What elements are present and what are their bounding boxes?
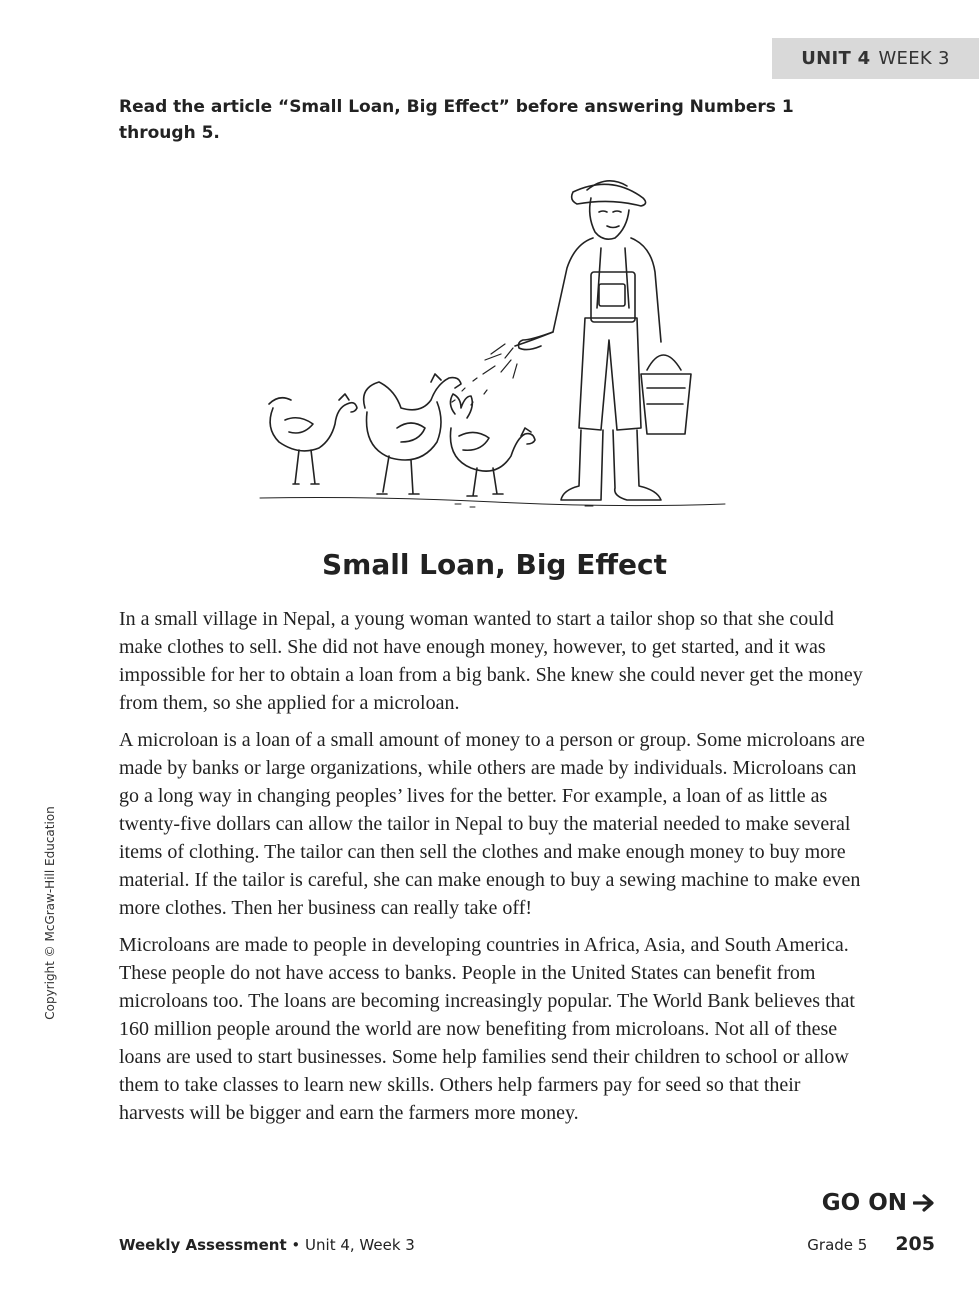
page-number: 205	[895, 1233, 935, 1255]
reading-instructions: Read the article “Small Loan, Big Effect” before answering Numbers 1 through 5.	[119, 97, 794, 143]
arrow-right-icon	[913, 1194, 935, 1212]
unit-week-tab	[772, 38, 979, 79]
article-body	[119, 605, 869, 1136]
footer-separator: •	[291, 1236, 301, 1254]
go-on-indicator	[822, 1190, 935, 1216]
article-paragraph: Microloans are made to people in developing countries in Africa, Asia, and South America. These people do not have access to banks. People in the United States can benefit from microloans too. The loans are becoming increasingly popular. The World Bank believes that 160 million people around the world are now benefiting from microloans. Not all of these loans are used to start businesses. Some help families send their children to school or allow them to take classes to learn new skills. Others help farmers pay for seed so that their harvests will be bigger and earn the farmers more money.	[119, 934, 855, 1124]
footer-assessment-title: Weekly Assessment	[119, 1236, 287, 1254]
article-title: Small Loan, Big Effect	[322, 548, 667, 581]
article-paragraph: A microloan is a loan of a small amount of money to a person or group. Some microloans are made by banks or large organizations, while others are made by individuals. Microloans can go a long way in changing peoples’ lives for the better. For example, a loan of as little as twenty-five dollars can allow the tailor in Nepal to buy the material needed to make several items of clothing. The tailor can then sell the clothes and make enough money to buy more material. If the tailor is careful, she can make enough to buy a sewing machine to make even more clothes. Then her business can really take off!	[119, 729, 865, 919]
go-on-label: GO ON	[821, 1190, 907, 1216]
footer-page-info	[807, 1233, 935, 1255]
farmer-chickens-illustration	[255, 168, 735, 518]
footer-assessment	[119, 1236, 415, 1254]
footer-grade: Grade 5	[807, 1236, 868, 1254]
footer-unit-week: Unit 4, Week 3	[305, 1236, 415, 1254]
week-label: WEEK 3	[878, 48, 950, 69]
article-paragraph: In a small village in Nepal, a young woman wanted to start a tailor shop so that she could make clothes to sell. She did not have enough money, however, to get started, and it was impossible for her to obtain a loan from a big bank. She knew she could never get the money from them, so she applied for a microloan.	[119, 608, 863, 714]
copyright-notice: Copyright © McGraw-Hill Education	[43, 806, 57, 1020]
unit-label: UNIT 4	[801, 48, 871, 69]
